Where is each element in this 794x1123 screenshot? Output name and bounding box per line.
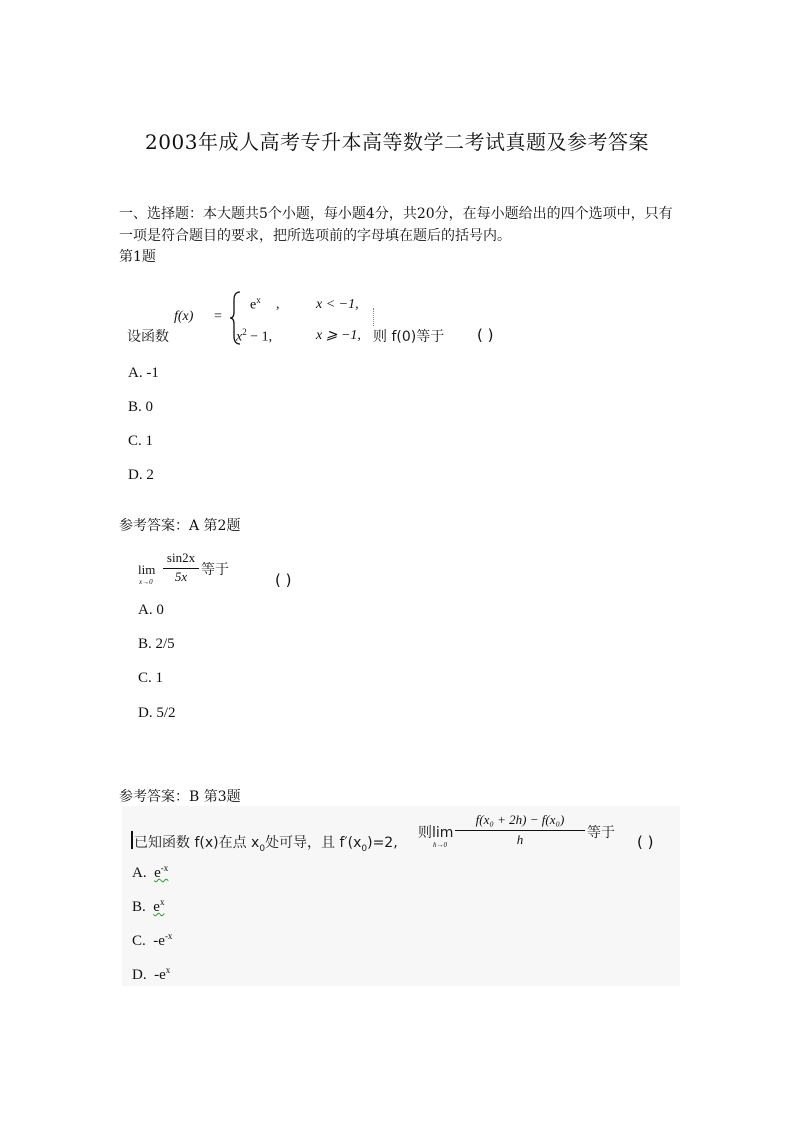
q1-option-c: C. 1 xyxy=(128,433,154,449)
answer-1: 参考答案：A 第2题 xyxy=(119,518,241,534)
page-title: 2003年成人高考专升本高等数学二考试真题及参考答案 xyxy=(145,130,649,154)
text-cursor xyxy=(131,831,133,849)
q2-answer-paren: ( ) xyxy=(275,571,292,589)
q1-prefix: 设函数 xyxy=(127,329,169,345)
q3-lim-sub: h→0 xyxy=(433,841,447,849)
q3-option-a: A. $e^{-x}$ xyxy=(132,863,169,881)
q1-case2-cond: x ⩾ −1, xyxy=(316,328,361,343)
answer-2: 参考答案：B 第3题 xyxy=(119,789,241,805)
q3-numerator: f(x₀ + 2h) − f(x₀) xyxy=(475,812,565,827)
q3-suffix: 等于 xyxy=(587,825,615,841)
q2-lim: lim xyxy=(138,562,156,577)
q3-answer-paren: ( ) xyxy=(637,833,654,851)
q2-numerator: sin2x xyxy=(166,550,196,565)
q2-option-c: C. 1 xyxy=(138,670,164,686)
q2-option-d: D. 5/2 xyxy=(138,705,176,721)
q2-option-a: A. 0 xyxy=(138,602,164,618)
q1-case1-cond: x < −1, xyxy=(316,297,359,312)
q3-fraction-bar xyxy=(455,830,585,831)
q3-then-lim: 则lim xyxy=(418,825,454,841)
q2-option-b: B. 2/5 xyxy=(138,636,175,652)
q1-option-d: D. 2 xyxy=(128,467,154,483)
q1-option-b: B. 0 xyxy=(128,399,154,415)
q2-suffix: 等于 xyxy=(201,562,229,578)
q1-case1-comma: , xyxy=(276,297,280,312)
q1-case2-expr: $x^2 - 1$, xyxy=(236,327,273,345)
q2-denominator: 5x xyxy=(174,569,188,584)
question-1-label: 第1题 xyxy=(119,249,156,265)
q1-answer-paren: ( ) xyxy=(477,326,494,344)
q1-option-a: A. -1 xyxy=(128,365,159,381)
q1-suffix: 则 f(0)等于 xyxy=(373,329,445,345)
q2-lim-sub: x→0 xyxy=(139,578,153,586)
q3-option-b: B. $e^x$ xyxy=(132,897,165,915)
q3-denominator: h xyxy=(516,832,524,847)
q1-fx: f(x) xyxy=(174,309,194,324)
q3-option-c: C. $-e^{-x}$ xyxy=(132,931,173,949)
q1-case1-expr: $e^x$ xyxy=(250,295,261,313)
q3-stem: 已知函数 f(x)在点 $x_0$处可导，且 $f'(x_0)=2$, xyxy=(134,835,398,854)
q1-eq: = xyxy=(214,309,222,324)
q3-option-d: D. $-e^x$ xyxy=(132,965,171,983)
cursor-mark xyxy=(373,308,374,326)
section-intro: 一、选择题：本大题共5个小题，每小题4分，共20分，在每小题给出的四个选项中，只有一项是符合题目的要求，把所选项前的字母填在题后的括号内。 xyxy=(119,206,673,244)
